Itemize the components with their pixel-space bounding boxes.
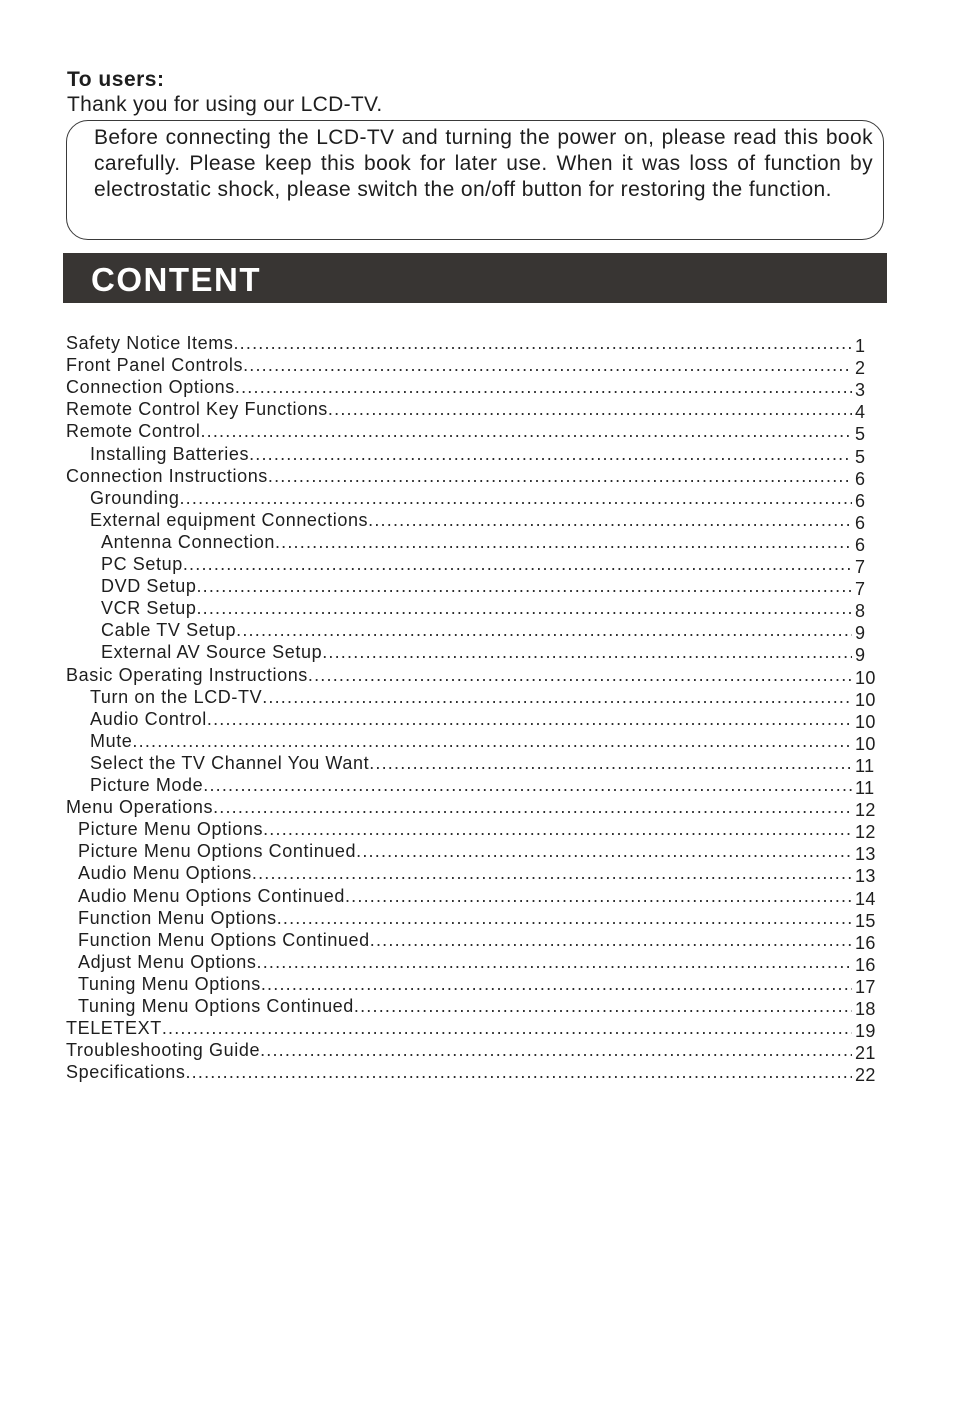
toc-dot-leader <box>183 554 852 575</box>
toc-entry <box>78 819 852 841</box>
toc-page-number: 6 <box>855 469 866 489</box>
toc-entry-title: Safety Notice Items <box>66 333 234 353</box>
toc-dot-leader <box>369 753 852 774</box>
toc-entry <box>66 466 852 488</box>
toc-entry-title: Turn on the LCD-TV <box>90 687 263 707</box>
toc-entry <box>66 333 852 355</box>
toc-dot-leader <box>207 709 852 730</box>
toc-entry-title: Grounding <box>90 488 180 508</box>
toc-dot-leader <box>196 598 852 619</box>
toc-entry <box>78 886 852 908</box>
toc-page-number: 5 <box>855 424 866 444</box>
toc-page-number: 6 <box>855 491 866 511</box>
toc-entry <box>90 510 852 532</box>
toc-dot-leader <box>233 333 852 354</box>
toc-dot-leader <box>261 974 852 995</box>
toc-entry <box>90 709 852 731</box>
toc-entry <box>101 620 852 642</box>
toc-entry <box>66 1062 852 1084</box>
toc-entry <box>101 554 852 576</box>
toc-page-number: 2 <box>855 358 866 378</box>
toc-entry-title: Connection Options <box>66 377 235 397</box>
toc-page-number: 4 <box>855 402 866 422</box>
toc-dot-leader <box>235 377 852 398</box>
toc-page-number: 10 <box>855 734 876 754</box>
toc-page-number: 6 <box>855 535 866 555</box>
toc-dot-leader <box>260 1040 852 1061</box>
toc-page-number: 16 <box>855 933 876 953</box>
toc-entry-title: Front Panel Controls <box>66 355 244 375</box>
toc-entry <box>66 399 852 421</box>
toc-page-number: 10 <box>855 690 876 710</box>
toc-entry <box>78 974 852 996</box>
toc-entry <box>101 532 852 554</box>
toc-page-number: 5 <box>855 447 866 467</box>
toc-entry-title: Adjust Menu Options <box>78 952 257 972</box>
toc-entry-title: Remote Control Key Functions <box>66 399 328 419</box>
toc-entry-title: Specifications <box>66 1062 186 1082</box>
toc-entry-title: Installing Batteries <box>90 444 250 464</box>
toc-dot-leader <box>179 488 852 509</box>
toc-entry-title: Menu Operations <box>66 797 214 817</box>
toc-entry-title: External equipment Connections <box>90 510 369 530</box>
toc-page-number: 10 <box>855 668 876 688</box>
toc-entry-title: Function Menu Options Continued <box>78 930 370 950</box>
toc-entry <box>101 576 852 598</box>
thank-you-line: Thank you for using our LCD-TV. <box>67 93 383 116</box>
toc-entry <box>66 377 852 399</box>
toc-page-number: 11 <box>855 778 875 798</box>
toc-dot-leader <box>263 819 852 840</box>
toc-dot-leader <box>203 775 852 796</box>
toc-entry-title: Tuning Menu Options <box>78 974 261 994</box>
toc-entry <box>78 930 852 952</box>
toc-entry <box>90 488 852 510</box>
toc-dot-leader <box>243 355 852 376</box>
toc-page-number: 15 <box>855 911 876 931</box>
toc-page-number: 1 <box>855 336 866 356</box>
toc-dot-leader <box>257 952 853 973</box>
toc-page-number: 16 <box>855 955 876 975</box>
toc-dot-leader <box>132 731 852 752</box>
toc-entry-title: VCR Setup <box>101 598 197 618</box>
toc-entry-title: PC Setup <box>101 554 183 574</box>
notice-text: Before connecting the LCD-TV and turning the power on, please read this book carefully. Please keep this book for later use. When it was loss of function by electrostatic shock, please switch the on/off button for restoring the function. <box>94 126 873 201</box>
toc-dot-leader <box>354 996 852 1017</box>
toc-entry <box>90 687 852 709</box>
toc-dot-leader <box>370 930 852 951</box>
toc-entry <box>66 665 852 687</box>
toc-entry-title: Audio Menu Options <box>78 863 252 883</box>
toc-dot-leader <box>345 886 852 907</box>
toc-entry <box>66 1018 852 1040</box>
toc-dot-leader <box>322 642 852 663</box>
toc-dot-leader <box>328 399 852 420</box>
toc-dot-leader <box>249 444 852 465</box>
toc-page-number: 9 <box>855 623 866 643</box>
toc-page-number: 9 <box>855 645 866 665</box>
toc-entry-title: Connection Instructions <box>66 466 268 486</box>
toc-entry-title: Antenna Connection <box>101 532 275 552</box>
toc-entry-title: Remote Control <box>66 421 201 441</box>
toc-entry-title: Picture Mode <box>90 775 204 795</box>
content-banner <box>63 253 887 303</box>
toc-dot-leader <box>162 1018 852 1039</box>
toc-entry-title: External AV Source Setup <box>101 642 323 662</box>
toc-entry <box>66 355 852 377</box>
toc-entry <box>101 642 852 664</box>
toc-entry-title: DVD Setup <box>101 576 197 596</box>
toc-page-number: 10 <box>855 712 876 732</box>
content-title: CONTENT <box>91 261 261 298</box>
toc-entry-title: Audio Control <box>90 709 207 729</box>
to-users-heading: To users: <box>67 68 165 91</box>
toc-entry-title: Cable TV Setup <box>101 620 237 640</box>
toc-entry-title: Basic Operating Instructions <box>66 665 308 685</box>
toc-entry-title: Select the TV Channel You Want <box>90 753 370 773</box>
toc-entry <box>78 996 852 1018</box>
toc-entry <box>66 1040 852 1062</box>
toc-entry-title: Picture Menu Options Continued <box>78 841 357 861</box>
toc-page-number: 7 <box>855 557 866 577</box>
toc-dot-leader <box>277 908 852 929</box>
toc-dot-leader <box>252 863 852 884</box>
toc-page-number: 11 <box>855 756 875 776</box>
toc-page-number: 21 <box>855 1043 876 1063</box>
toc-entry <box>78 908 852 930</box>
toc-page-number: 13 <box>855 866 876 886</box>
toc-entry-title: Audio Menu Options Continued <box>78 886 345 906</box>
toc-entry-title: Function Menu Options <box>78 908 277 928</box>
toc-entry <box>66 797 852 819</box>
toc-entry <box>90 775 852 797</box>
toc-page-number: 19 <box>855 1021 876 1041</box>
toc-page-number: 14 <box>855 889 876 909</box>
toc-entry-title: Mute <box>90 731 133 751</box>
toc-dot-leader <box>368 510 852 531</box>
toc-entry <box>66 421 852 443</box>
toc-dot-leader <box>213 797 852 818</box>
toc-page-number: 22 <box>855 1065 876 1085</box>
toc-entry <box>90 753 852 775</box>
toc-dot-leader <box>236 620 852 641</box>
toc-entry <box>101 598 852 620</box>
toc-page-number: 7 <box>855 579 866 599</box>
toc-entry-title: Picture Menu Options <box>78 819 264 839</box>
toc-page-number: 18 <box>855 999 876 1019</box>
toc-dot-leader <box>262 687 852 708</box>
toc-dot-leader <box>196 576 852 597</box>
toc-page-number: 6 <box>855 513 866 533</box>
toc-dot-leader <box>275 532 852 553</box>
toc-entry-title: TELETEXT <box>66 1018 162 1038</box>
toc-page-number: 3 <box>855 380 866 400</box>
toc-page-number: 12 <box>855 822 876 842</box>
toc-page-number: 12 <box>855 800 876 820</box>
toc-page-number: 17 <box>855 977 876 997</box>
toc-dot-leader <box>356 841 852 862</box>
toc-dot-leader <box>185 1062 852 1083</box>
toc-dot-leader <box>308 665 852 686</box>
toc-entry <box>78 952 852 974</box>
toc-dot-leader <box>268 466 852 487</box>
toc-entry-title: Tuning Menu Options Continued <box>78 996 354 1016</box>
toc-page-number: 8 <box>855 601 866 621</box>
toc-entry <box>90 444 852 466</box>
toc-entry-title: Troubleshooting Guide <box>66 1040 261 1060</box>
toc-entry <box>90 731 852 753</box>
toc-entry <box>78 863 852 885</box>
toc-entry <box>78 841 852 863</box>
toc-dot-leader <box>200 421 852 442</box>
toc-page-number: 13 <box>855 844 876 864</box>
